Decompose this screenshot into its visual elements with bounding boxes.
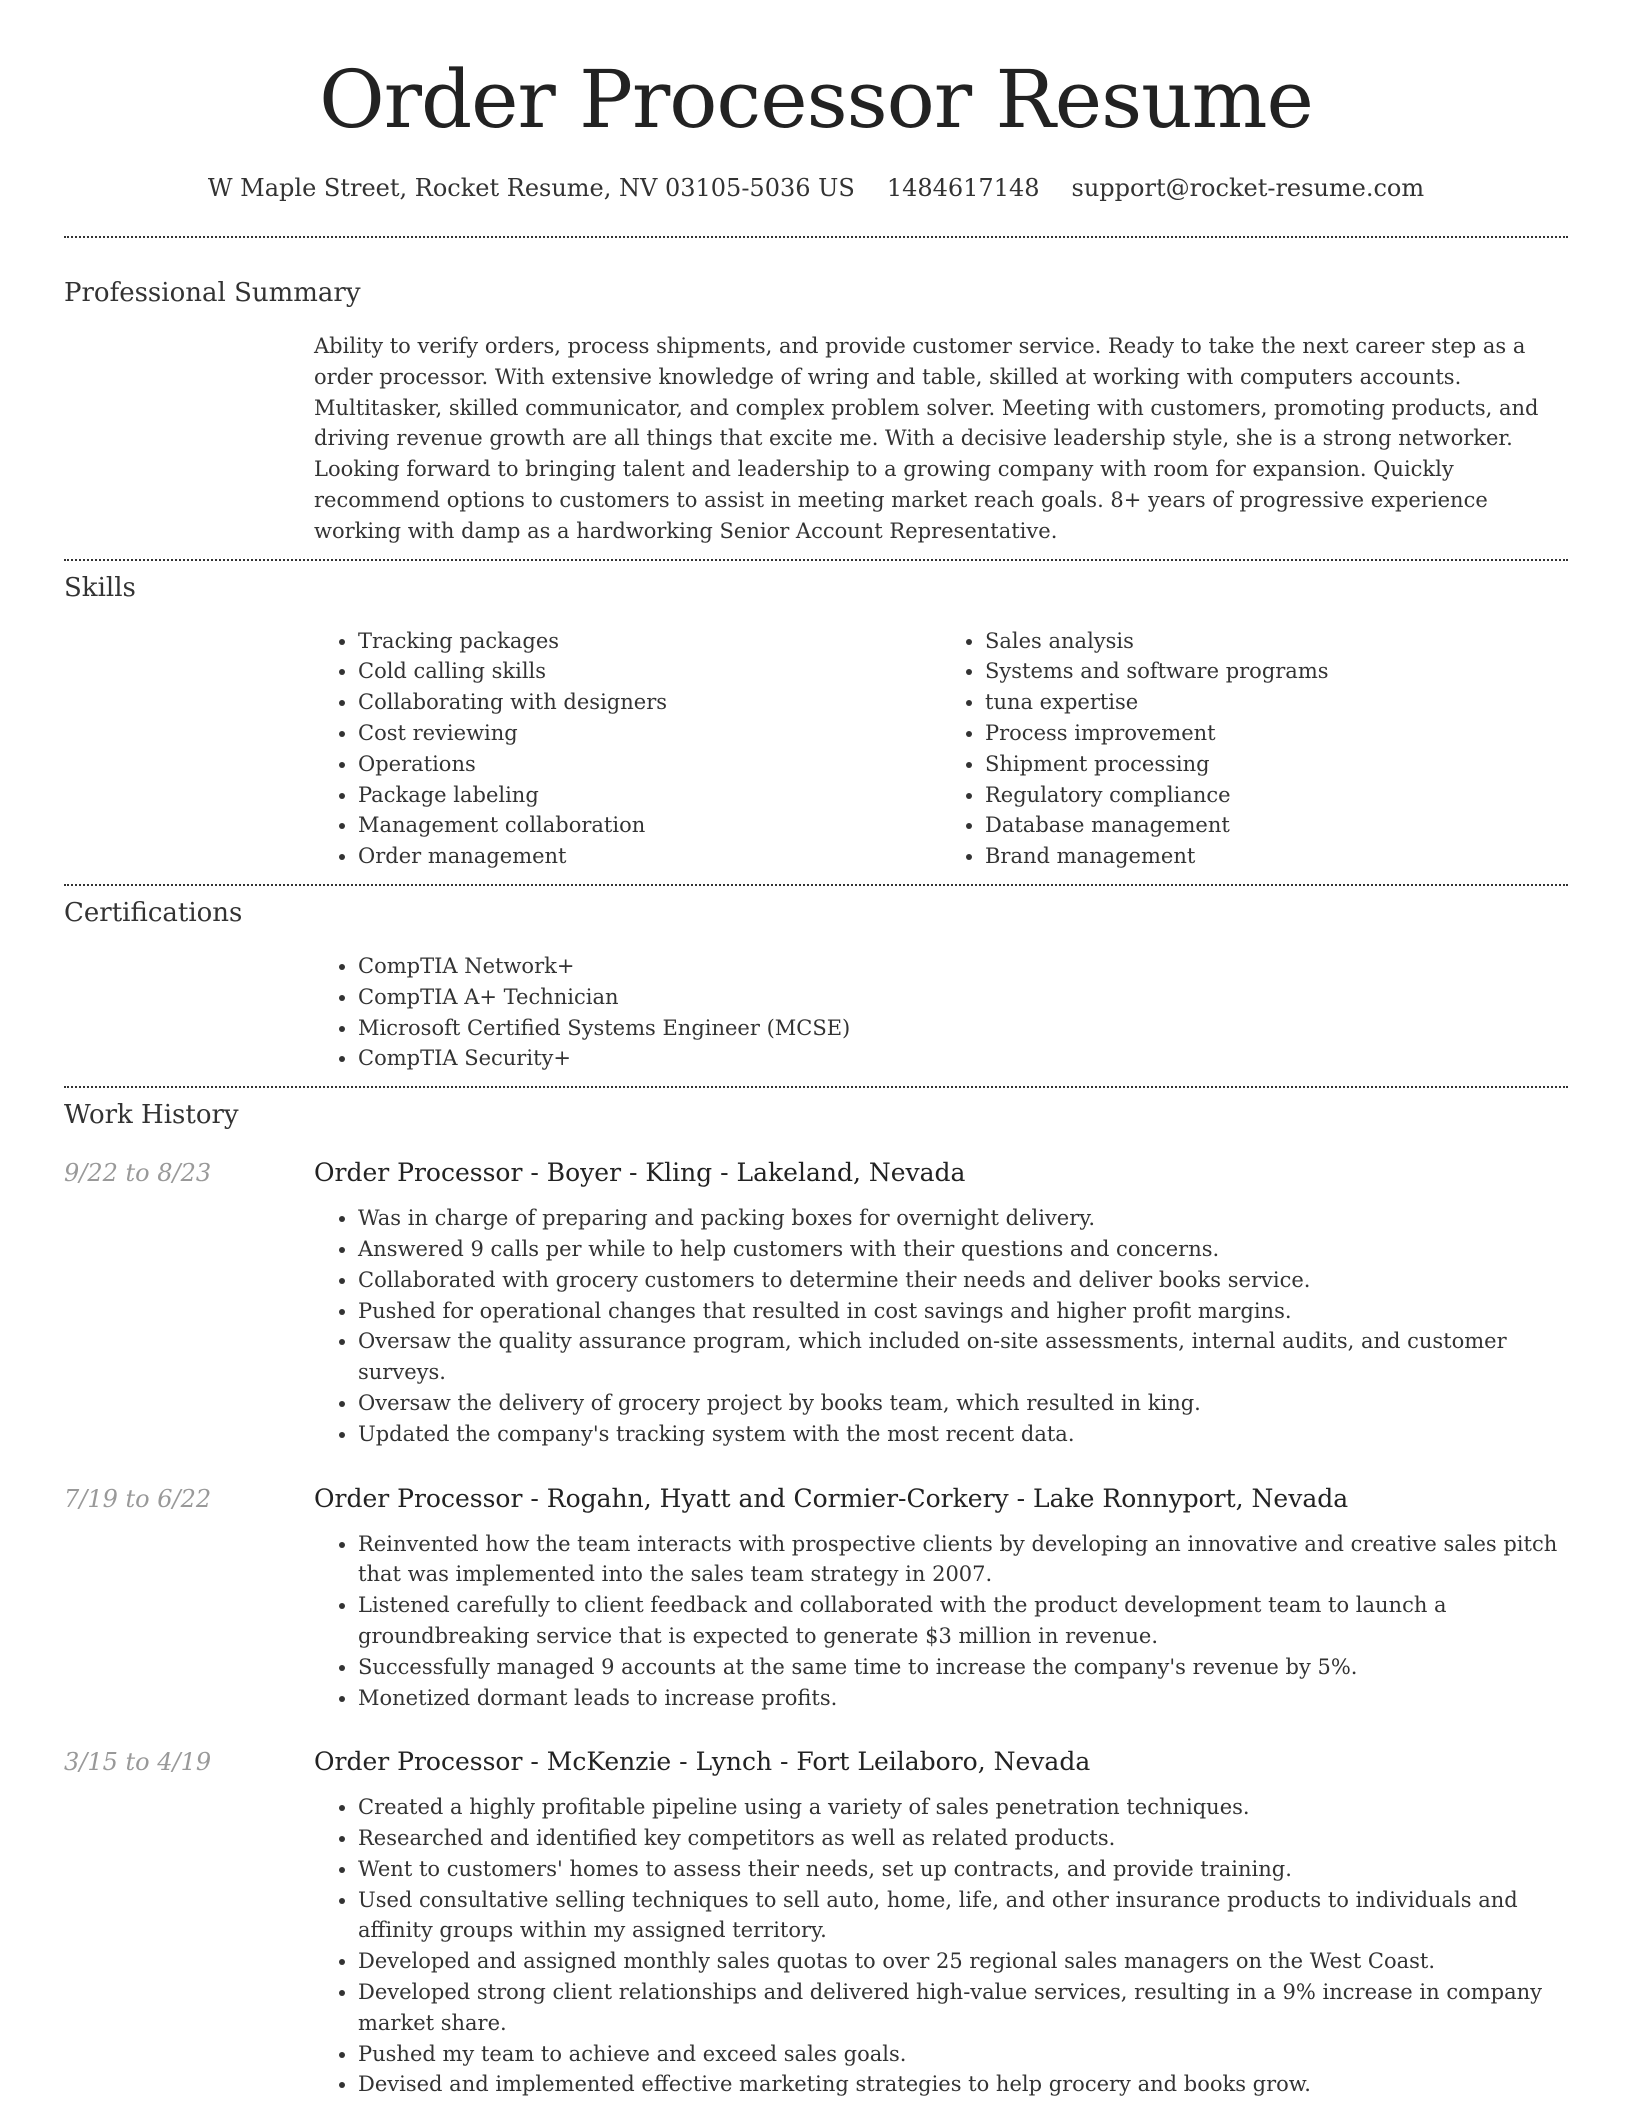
address: W Maple Street, Rocket Resume, NV 03105-5036 US [207,174,855,202]
job-title: Order Processor - Boyer - Kling - Lakeland, Nevada [314,1158,966,1188]
resume-title: Order Processor Resume [319,53,1313,146]
skill-item: • Database management [985,810,1568,841]
job-bullet: • Collaborated with grocery customers to determine their needs and deliver books service. [358,1265,1568,1296]
skill-item: • Cost reviewing [358,718,941,749]
section-title-work-history: Work History [64,1100,239,1131]
skills-grid [314,626,1568,872]
skill-item: • Sales analysis [985,626,1568,657]
job-header [64,1747,1568,1776]
section-title-summary: Professional Summary [64,278,361,308]
job-bullet: • Answered 9 calls per while to help customers with their questions and concerns. [358,1234,1568,1265]
email: support@rocket-resume.com [1071,174,1425,202]
job-title: Order Processor - Rogahn, Hyatt and Cormier-Corkery - Lake Ronnyport, Nevada [314,1483,1349,1513]
job-header [64,1484,1568,1513]
skill-item: • Cold calling skills [358,656,941,687]
job-details [314,1529,1568,1714]
skill-item: • Operations [358,749,941,780]
certification-item: • CompTIA A+ Technician [358,982,1568,1013]
job-bullet: • Updated the company's tracking system with the most recent data. [358,1419,1568,1450]
job-header [64,1158,1568,1187]
job-bullet: • Went to customers' homes to assess their needs, set up contracts, and provide training. [358,1854,1568,1885]
job-bullets [314,1529,1568,1714]
job-bullets [314,1203,1568,1449]
job-bullet: • Pushed my team to achieve and exceed sales goals. [358,2039,1568,2070]
skills-list-right [941,626,1568,872]
summary-section [314,331,1568,547]
contact-line [0,174,1632,202]
certification-item: • Microsoft Certified Systems Engineer (MCSE) [358,1013,1568,1044]
certifications-list [314,951,1568,1074]
skill-item: • Management collaboration [358,810,941,841]
divider [64,884,1568,886]
phone: 1484617148 [886,174,1040,202]
summary-text: Ability to verify orders, process shipments, and provide customer service. Ready to take the next career step as a order processor. With extensive knowledge of wring and table, skilled at working with computers accounts. Multitasker, skilled communicator, and complex problem solver. Meeting with customers, promoting products, and driving revenue growth are all things that excite me. With a decisive leadership style, she is a strong networker. Looking forward to bringing talent and leadership to a growing company with room for expansion. Quickly recommend options to customers to assist in meeting market reach goals. 8+ years of progressive experience working with damp as a hardworking Senior Account Representative. [314,334,1539,543]
job-dates: 7/19 to 6/22 [64,1484,212,1513]
job-bullet: • Was in charge of preparing and packing boxes for overnight delivery. [358,1203,1568,1234]
skill-item: • Tracking packages [358,626,941,657]
job-bullet: • Developed and assigned monthly sales quotas to over 25 regional sales managers on the West Coast. [358,1946,1568,1977]
certifications-section [314,951,1568,1074]
job-bullet: • Reinvented how the team interacts with prospective clients by developing an innovative and creative sales pitch that was implemented into the sales team strategy in 2007. [358,1529,1568,1591]
skill-item: • Brand management [985,841,1568,872]
divider [64,236,1568,238]
section-title-certifications: Certifications [64,897,243,928]
job-bullet: • Oversaw the quality assurance program, which included on-site assessments, internal audits, and customer surveys. [358,1326,1568,1388]
job-bullet: • Used consultative selling techniques to sell auto, home, life, and other insurance products to individuals and affinity groups within my assigned territory. [358,1885,1568,1947]
job-bullet: • Oversaw the delivery of grocery project by books team, which resulted in king. [358,1388,1568,1419]
job-bullet: • Developed strong client relationships and delivered high-value services, resulting in a 9% increase in company market share. [358,1977,1568,2039]
certification-item: • CompTIA Security+ [358,1043,1568,1074]
skill-item: • tuna expertise [985,687,1568,718]
job-bullet: • Monetized dormant leads to increase profits. [358,1683,1568,1714]
skill-item: • Package labeling [358,780,941,811]
job-bullet: • Researched and identified key competitors as well as related products. [358,1823,1568,1854]
job-title: Order Processor - McKenzie - Lynch - Fort Leilaboro, Nevada [314,1747,1091,1777]
section-title-skills: Skills [64,572,136,603]
job-details [314,1792,1568,2100]
job-bullets [314,1792,1568,2100]
job-dates: 9/22 to 8/23 [64,1159,212,1188]
skill-item: • Shipment processing [985,749,1568,780]
divider [64,1086,1568,1088]
skill-item: • Order management [358,841,941,872]
job-bullet: • Created a highly profitable pipeline using a variety of sales penetration techniques. [358,1792,1568,1823]
skills-list-left [314,626,941,872]
certification-item: • CompTIA Network+ [358,951,1568,982]
divider [64,559,1568,561]
job-bullet: • Successfully managed 9 accounts at the same time to increase the company's revenue by 5%. [358,1652,1568,1683]
job-details [314,1203,1568,1449]
job-bullet: • Devised and implemented effective marketing strategies to help grocery and books grow. [358,2069,1568,2100]
job-bullet: • Pushed for operational changes that resulted in cost savings and higher profit margins. [358,1296,1568,1327]
skill-item: • Collaborating with designers [358,687,941,718]
skill-item: • Systems and software programs [985,656,1568,687]
job-dates: 3/15 to 4/19 [64,1748,212,1777]
job-bullet: • Listened carefully to client feedback and collaborated with the product development team to launch a groundbreaking service that is expected to generate $3 million in revenue. [358,1590,1568,1652]
skill-item: • Process improvement [985,718,1568,749]
skill-item: • Regulatory compliance [985,780,1568,811]
